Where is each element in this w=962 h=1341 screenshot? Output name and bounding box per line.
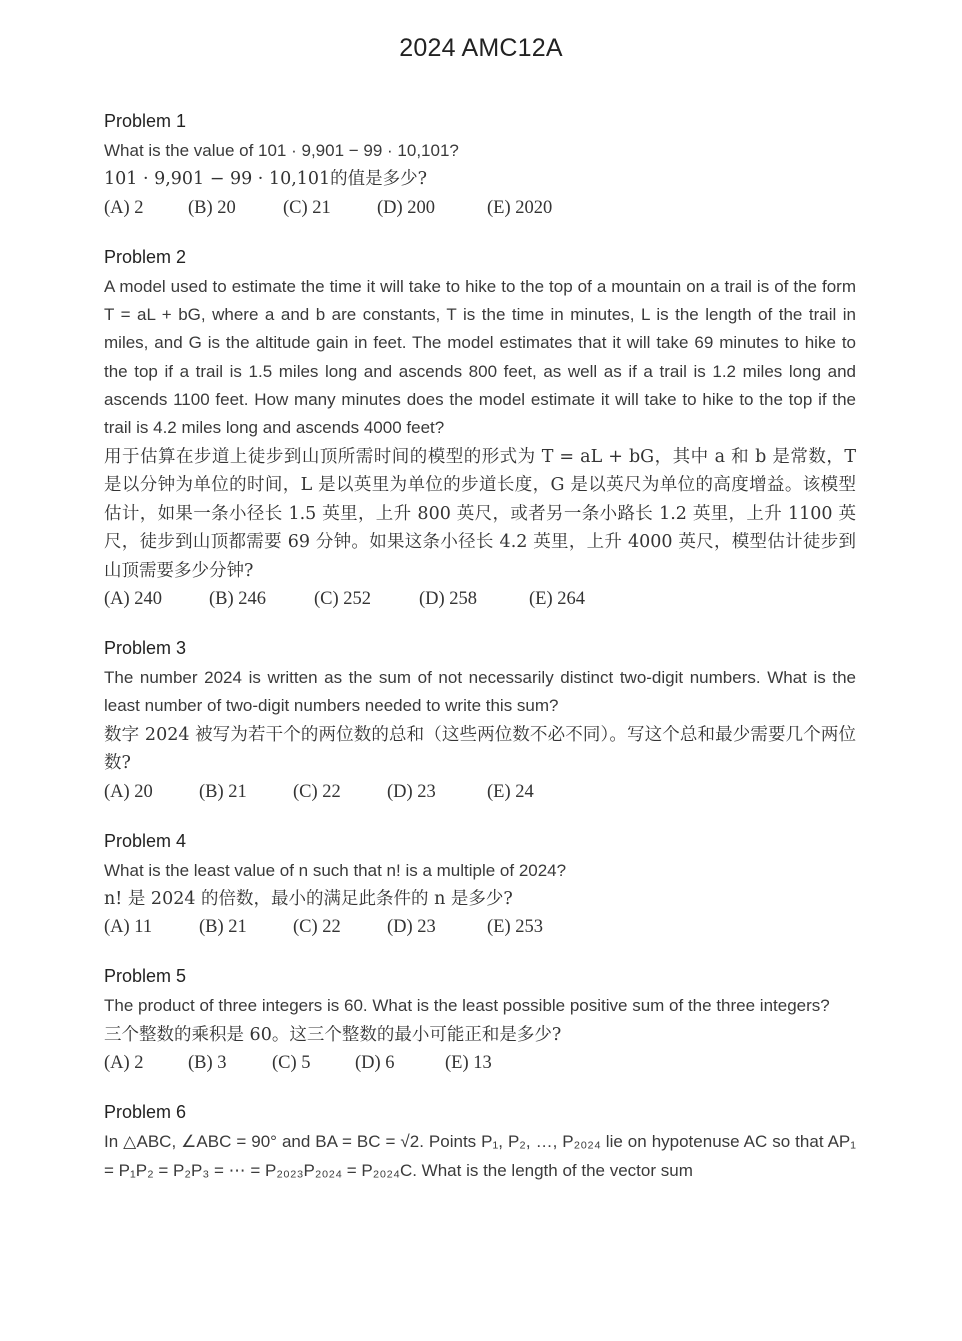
choice-d: (D) 200 (377, 197, 436, 218)
problem-4 (104, 828, 856, 942)
problem-heading: Problem 6 (104, 1102, 187, 1123)
problem-text-english: What is the least value of n such that n! is a multiple of 2024? (104, 860, 567, 880)
problem-heading: Problem 4 (104, 830, 187, 851)
choice-b: (B) 3 (188, 1053, 227, 1074)
choice-d: (D) 258 (419, 589, 478, 610)
choice-a: (A) 20 (104, 781, 153, 802)
choice-e: (E) 13 (445, 1053, 492, 1074)
problem-text-chinese: 三个整数的乘积是 60。这三个整数的最小可能正和是多少? (104, 1024, 562, 1045)
problem-text-english: What is the value of 101 · 9,901 − 99 · 10,101? (104, 141, 459, 160)
problem-text-english: In △ABC, ∠ABC = 90° and BA = BC = √2. Points P₁, P₂, …, P₂₀₂₄ lie on hypotenuse AC so that AP₁ = P₁P₂ = P₂P₃ = ⋯ = P₂₀₂₃P₂₀₂₄ = P₂₀₂₄C. What is the length of the vector sum (104, 1132, 856, 1180)
choice-d: (D) 23 (387, 917, 436, 938)
choice-c: (C) 5 (272, 1053, 311, 1074)
choice-b: (B) 21 (199, 781, 247, 802)
problem-list (104, 108, 856, 1185)
problem-heading: Problem 3 (104, 638, 187, 659)
choice-a: (A) 2 (104, 197, 144, 218)
problem-text-chinese: 数字 2024 被写为若干个的两位数的总和（这些两位数不必不同）。写这个总和最少需要几个两位数? (104, 724, 856, 774)
choice-d: (D) 6 (355, 1053, 395, 1074)
choice-a: (A) 11 (104, 917, 153, 938)
answer-choices (104, 778, 856, 806)
choice-e: (E) 264 (529, 589, 585, 610)
answer-choices (104, 913, 856, 941)
problem-heading: Problem 5 (104, 966, 187, 987)
problem-heading: Problem 1 (104, 111, 187, 131)
choice-d: (D) 23 (387, 781, 436, 802)
problem-text-english: The product of three integers is 60. What is the least possible positive sum of the three integers? (104, 996, 830, 1016)
problem-heading: Problem 2 (104, 246, 187, 267)
choice-a: (A) 2 (104, 1053, 144, 1074)
answer-choices (104, 1049, 856, 1077)
choice-e: (E) 253 (487, 917, 543, 938)
choice-b: (B) 20 (188, 197, 236, 218)
choice-e: (E) 2020 (487, 197, 553, 218)
problem-1 (104, 108, 856, 222)
problem-text-chinese: n! 是 2024 的倍数，最小的满足此条件的 n 是多少? (104, 888, 513, 909)
problem-text-chinese: 用于估算在步道上徒步到山顶所需时间的模型的形式为 T = aL + bG，其中 a 和 b 是常数，T 是以分钟为单位的时间，L 是以英里为单位的步道长度，G 是以英尺为单位的高度增益。该模型估计，如果一条小径长 1.5 英里，上升 800 英尺，或者另一条小路长 1.2 英里，上升 1100 英尺，徒步到山顶都需要 69 分钟。如果这条小径长 4.2 英里，上升 4000 英尺，模型估计徒步到山顶需要多少分钟? (104, 446, 856, 581)
problem-text-chinese: 101 · 9,901 − 99 · 10,101的值是多少? (104, 169, 428, 190)
choice-a: (A) 240 (104, 589, 163, 610)
problem-5 (104, 963, 856, 1077)
problem-6 (104, 1099, 856, 1185)
choice-c: (C) 22 (293, 781, 341, 802)
problem-2 (104, 244, 856, 613)
problem-text-english: A model used to estimate the time it will take to hike to the top of a mountain on a trail is of the form T = aL + bG, where a and b are constants, T is the time in minutes, L is the length of the trail in miles, and G is the altitude gain in feet. The model estimates that it will take 69 minutes to hike to the top if a trail is 1.5 miles long and ascends 800 feet, as well as if a trail is 1.2 miles long and ascends 1100 feet. How many minutes does the model estimate it will take to hike to the top if the trail is 4.2 miles long and ascends 4000 feet? (104, 276, 856, 438)
problem-3 (104, 635, 856, 806)
choice-c: (C) 22 (293, 917, 341, 938)
choice-c: (C) 21 (283, 197, 331, 218)
problem-text-english: The number 2024 is written as the sum of not necessarily distinct two-digit numbers. What is the least number of two-digit numbers needed to write this sum? (104, 668, 856, 716)
answer-choices (104, 585, 856, 613)
choice-b: (B) 21 (199, 917, 247, 938)
document-title: 2024 AMC12A (399, 34, 563, 62)
choice-b: (B) 246 (209, 589, 267, 610)
choice-e: (E) 24 (487, 781, 534, 802)
answer-choices (104, 194, 856, 222)
choice-c: (C) 252 (314, 589, 372, 610)
